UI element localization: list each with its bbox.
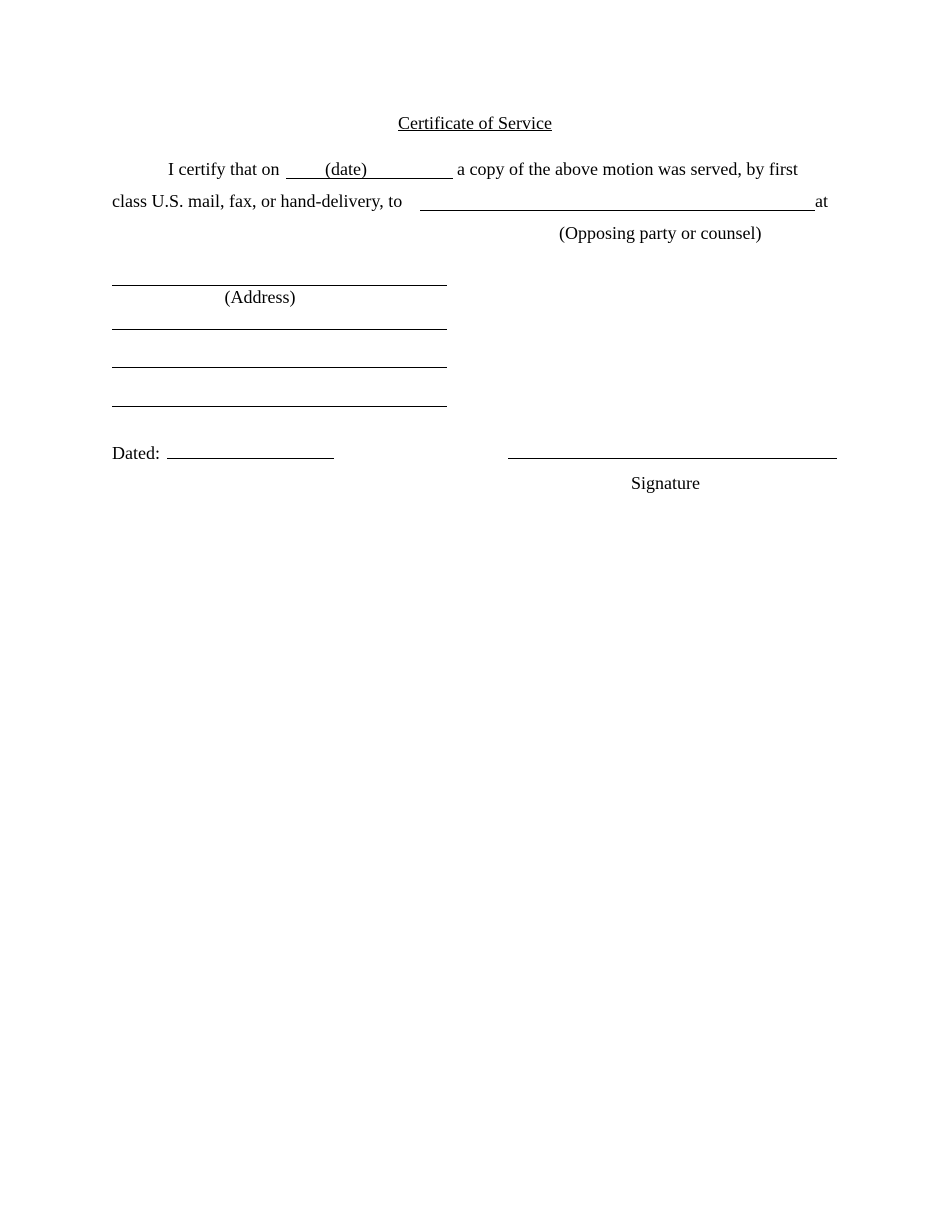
date-placeholder: (date) — [325, 159, 367, 179]
address-line-1[interactable] — [112, 285, 447, 286]
dated-blank-line[interactable] — [167, 458, 334, 459]
address-line-3[interactable] — [112, 367, 447, 368]
date-blank-line[interactable] — [286, 178, 453, 179]
address-line-2[interactable] — [112, 329, 447, 330]
recipient-caption: (Opposing party or counsel) — [559, 223, 762, 243]
address-line-4[interactable] — [112, 406, 447, 407]
address-caption: (Address) — [224, 287, 296, 307]
document-title: Certificate of Service — [398, 113, 552, 133]
signature-caption: Signature — [631, 473, 700, 493]
dated-label: Dated: — [112, 443, 160, 463]
certify-line1-suffix: a copy of the above motion was served, by first — [457, 159, 798, 179]
certify-line2-prefix: class U.S. mail, fax, or hand-delivery, to — [112, 191, 403, 211]
certify-line1-prefix: I certify that on — [168, 159, 280, 179]
recipient-blank-line[interactable] — [420, 210, 815, 211]
signature-line[interactable] — [508, 458, 837, 459]
certify-line2-suffix: at — [815, 191, 828, 211]
